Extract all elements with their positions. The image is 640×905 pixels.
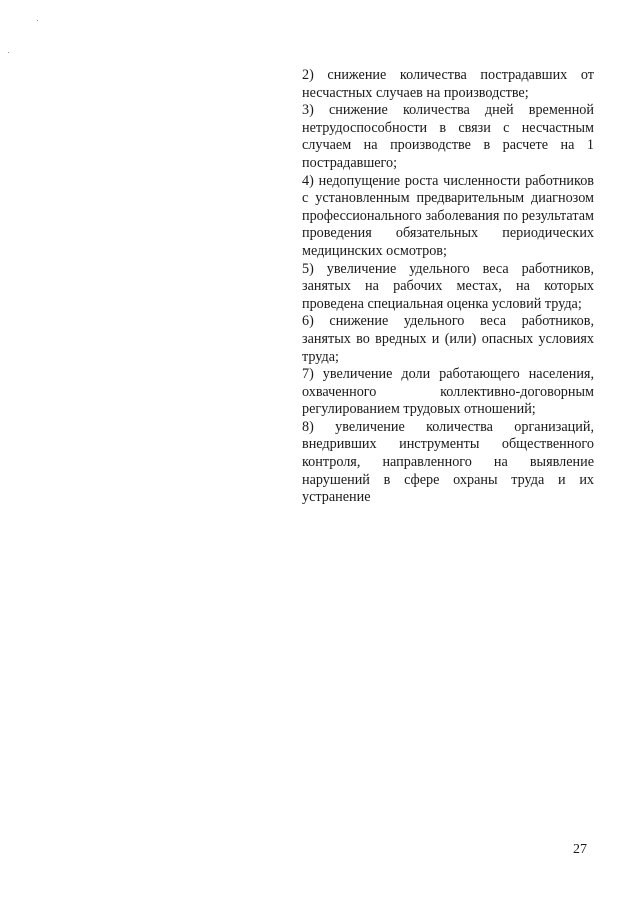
scan-speck: [8, 52, 9, 53]
list-item: 4) недопущение роста численности работников с установленным предварительным диагнозом профессионального заболевания по результатам проведения обязательных периодических медицинских осмотров;: [302, 172, 594, 259]
list-item: 8) увеличение количества организаций, внедривших инструменты общественного контроля, направленного на выявление нарушений в сфере охраны труда и их устранение: [302, 418, 594, 506]
text-column: [302, 67, 594, 507]
list-item: 6) снижение удельного веса работников, занятых во вредных и (или) опасных условиях труда;: [302, 313, 594, 365]
list-item: 5) увеличение удельного веса работников, занятых на рабочих местах, на которых проведена специальная оценка условий труда;: [302, 260, 594, 312]
list-item: 7) увеличение доли работающего населения, охваченного коллективно-договорным регулированием трудовых отношений;: [302, 366, 594, 418]
scan-speck: [37, 20, 38, 21]
list-item: 2) снижение количества пострадавших от несчастных случаев на производстве;: [302, 67, 594, 101]
list-item: 3) снижение количества дней временной нетрудоспособности в связи с несчастным случаем на производстве в расчете на 1 пострадавшего;: [302, 102, 594, 171]
page-number: 27: [573, 842, 587, 857]
